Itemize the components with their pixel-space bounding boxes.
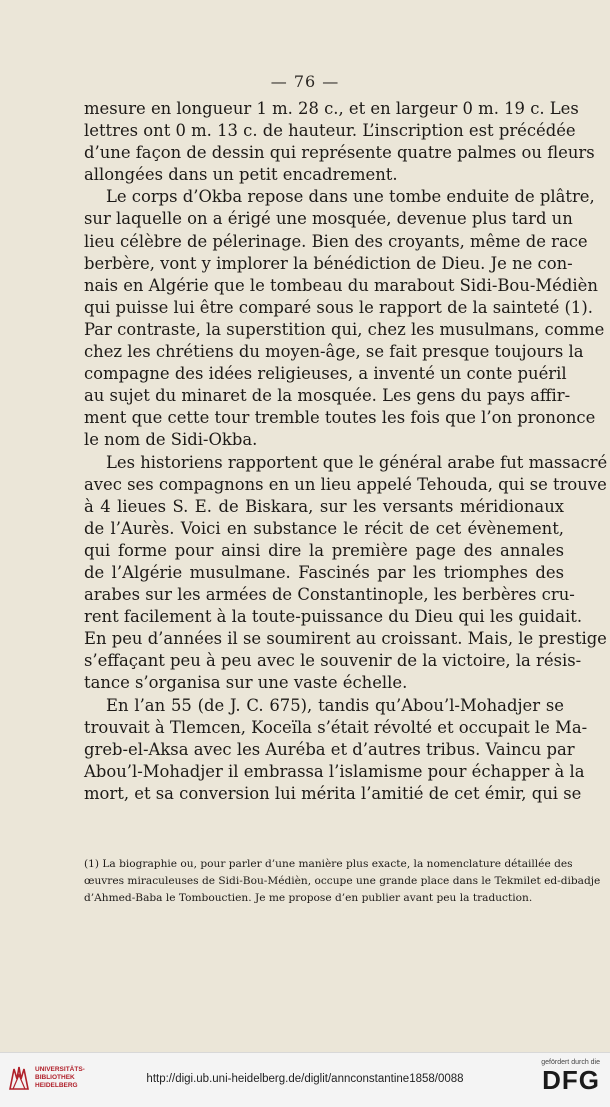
text-line: de l’Aurès. Voici en substance le récit de cet évènement, xyxy=(84,518,564,538)
text-line: arabes sur les armées de Constantinople, les berbères cru- xyxy=(84,585,575,605)
text-line: rent facilement à la toute-puissance du Dieu qui les guidait. xyxy=(84,607,583,627)
text-line: s’effaçant peu à peu avec le souvenir de la victoire, la résis- xyxy=(84,651,582,671)
text-line: Abou’l-Mohadjer il embrassa l’islamisme pour échapper à la xyxy=(84,761,585,781)
paragraph xyxy=(84,98,595,186)
viewer-footer xyxy=(0,1052,610,1107)
text-line: lettres ont 0 m. 13 c. de hauteur. L’inscription est précédée xyxy=(84,121,576,141)
paragraph xyxy=(84,186,605,451)
text-line: sur laquelle on a érigé une mosquée, devenue plus tard un xyxy=(84,209,573,229)
text-line: ment que cette tour tremble toutes les fois que l’on prononce xyxy=(84,408,596,428)
text-line: mort, et sa conversion lui mérita l’amitié de cet émir, qui se xyxy=(84,783,582,803)
text-line: à 4 lieues S. E. de Biskara, sur les versants méridionaux xyxy=(84,496,564,516)
footnote-line: (1) La biographie ou, pour parler d’une manière plus exacte, la nomenclature détaillée des xyxy=(84,858,573,870)
library-line: HEIDELBERG xyxy=(35,1082,78,1089)
text-line: nais en Algérie que le tombeau du marabout Sidi-Bou-Médièn xyxy=(84,275,598,295)
text-line: d’une façon de dessin qui représente quatre palmes ou fleurs xyxy=(84,143,595,163)
text-line: berbère, vont y implorer la bénédiction de Dieu. Je ne con- xyxy=(84,253,573,273)
text-line: qui puisse lui être comparé sous le rapport de la sainteté (1). xyxy=(84,297,593,317)
text-line: mesure en longueur 1 m. 28 c., et en largeur 0 m. 19 c. Les xyxy=(84,99,579,118)
text-line: de l’Algérie musulmane. Fascinés par les triomphes des xyxy=(84,562,564,582)
text-line: lieu célèbre de pélerinage. Bien des croyants, même de race xyxy=(84,231,588,251)
permalink-url[interactable]: http://digi.ub.uni-heidelberg.de/diglit/annconstantine1858/0088 xyxy=(146,1073,464,1085)
text-line: Par contraste, la superstition qui, chez les musulmans, comme xyxy=(84,319,605,339)
library-line: BIBLIOTHEK xyxy=(35,1074,75,1081)
page-number: — 76 — xyxy=(270,72,340,91)
library-line: UNIVERSITÄTS- xyxy=(35,1066,85,1073)
text-line: le nom de Sidi-Okba. xyxy=(84,430,258,450)
footnote-line: œuvres miraculeuses de Sidi-Bou-Médièn, occupe une grande place dans le Tekmilet ed-dibadje xyxy=(84,875,601,887)
text-line: En peu d’années il se soumirent au croissant. Mais, le prestige xyxy=(84,629,607,649)
body-text xyxy=(84,98,608,805)
sponsor-label: gefördert durch die xyxy=(541,1059,600,1066)
text-line: allongées dans un petit encadrement. xyxy=(84,165,398,185)
footnote-line: d’Ahmed-Baba le Tombouctien. Je me propose d’en publier avant peu la traduction. xyxy=(84,892,533,904)
text-line: au sujet du minaret de la mosquée. Les gens du pays affir- xyxy=(84,386,571,406)
text-line: trouvait à Tlemcen, Koceïla s’était révolté et occupait le Ma- xyxy=(84,717,588,737)
text-line: greb-el-Aksa avec les Auréba et d’autres tribus. Vaincu par xyxy=(84,739,575,759)
footnotes xyxy=(84,856,601,907)
text-line: Le corps d’Okba repose dans une tombe enduite de plâtre, xyxy=(106,187,595,207)
text-line: tance s’organisa sur une vaste échelle. xyxy=(84,673,408,693)
dfg-logo: DFG xyxy=(542,1065,600,1095)
text-line: chez les chrétiens du moyen-âge, se fait presque toujours la xyxy=(84,342,584,362)
text-line: avec ses compagnons en un lieu appelé Tehouda, qui se trouve xyxy=(84,474,607,494)
sponsor[interactable] xyxy=(541,1059,600,1094)
text-line: Les historiens rapportent que le général arabe fut massacré xyxy=(106,452,608,472)
paragraph xyxy=(84,452,608,695)
text-line: En l’an 55 (de J. C. 675), tandis qu’Abou’l-Mohadjer se xyxy=(106,695,564,715)
text-line: compagne des idées religieuses, a inventé un conte puéril xyxy=(84,364,567,384)
paragraph xyxy=(84,695,588,805)
text-line: qui forme pour ainsi dire la première page des annales xyxy=(84,540,564,560)
